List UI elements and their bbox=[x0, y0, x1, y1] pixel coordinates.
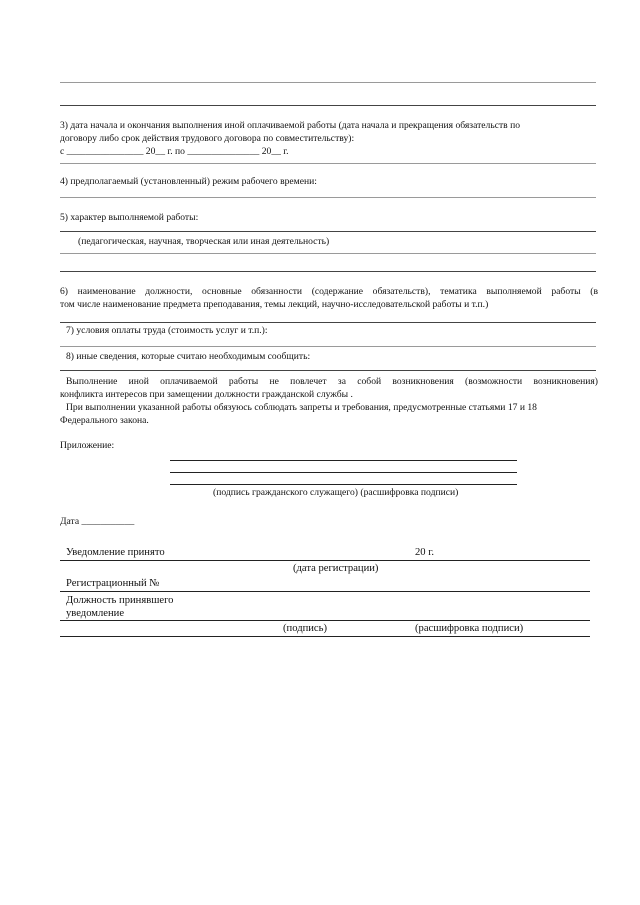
blank-line bbox=[60, 322, 596, 323]
section5-hint: (педагогическая, научная, творческая или иная деятельность) bbox=[78, 236, 330, 247]
section3-text-line2: договору либо срок действия трудового договора по совместительству): bbox=[60, 133, 355, 144]
section6-text-line1: 6) наименование должности, основные обязанности (содержание обязательств), тематика выполняемой работы (в bbox=[60, 286, 598, 297]
section3-text-line1: 3) дата начала и окончания выполнения иной оплачиваемой работы (дата начала и прекращения обязательств по bbox=[60, 120, 521, 131]
sign-caption: (подпись) bbox=[283, 623, 327, 634]
blank-line bbox=[60, 253, 596, 254]
statement-line3: При выполнении указанной работы обязуюсь соблюдать запреты и требования, предусмотренные статьями 17 и 18 bbox=[66, 402, 537, 413]
notice-year: 20 г. bbox=[415, 547, 435, 558]
attachment-label: Приложение: bbox=[60, 440, 115, 451]
blank-line bbox=[60, 82, 596, 83]
signature-caption: (подпись гражданского служащего) (расшифровка подписи) bbox=[213, 487, 459, 498]
section8-label: 8) иные сведения, которые считаю необходимым сообщить: bbox=[66, 351, 311, 362]
blank-line bbox=[60, 163, 596, 164]
statement-line1: Выполнение иной оплачиваемой работы не повлечет за собой возникновения (возможности возникновения) bbox=[66, 376, 598, 387]
statement-line2: конфликта интересов при замещении должности гражданской службы . bbox=[60, 389, 353, 400]
registration-line bbox=[60, 620, 590, 621]
statement-line4: Федерального закона. bbox=[60, 415, 149, 426]
notice-accepted-label: Уведомление принято bbox=[66, 547, 165, 558]
section3-dates: с ________________ 20__ г. по _______________ 20__ г. bbox=[60, 146, 289, 157]
position-label-line2: уведомление bbox=[66, 608, 125, 619]
section7-label: 7) условия оплаты труда (стоимость услуг и т.п.): bbox=[66, 325, 268, 336]
registration-line bbox=[60, 636, 590, 637]
blank-line bbox=[60, 271, 596, 272]
position-label-line1: Должность принявшего bbox=[66, 595, 174, 606]
blank-line bbox=[60, 105, 596, 106]
section6-text-line2: том числе наименование предмета преподавания, темы лекций, научно-исследовательской работы и т.п.) bbox=[60, 299, 489, 310]
signature-line bbox=[170, 472, 517, 473]
section4-label: 4) предполагаемый (установленный) режим рабочего времени: bbox=[60, 176, 317, 187]
signature-line bbox=[170, 484, 517, 485]
registration-date-caption: (дата регистрации) bbox=[293, 563, 379, 574]
blank-line bbox=[60, 370, 596, 371]
signature-line bbox=[170, 460, 517, 461]
blank-line bbox=[60, 231, 596, 232]
blank-line bbox=[60, 346, 596, 347]
registration-line bbox=[60, 591, 590, 592]
section5-label: 5) характер выполняемой работы: bbox=[60, 212, 199, 223]
registration-line bbox=[60, 560, 590, 561]
date-field: Дата ___________ bbox=[60, 516, 135, 527]
decode-caption: (расшифровка подписи) bbox=[415, 623, 524, 634]
registration-number-label: Регистрационный № bbox=[66, 578, 160, 589]
blank-line bbox=[60, 197, 596, 198]
